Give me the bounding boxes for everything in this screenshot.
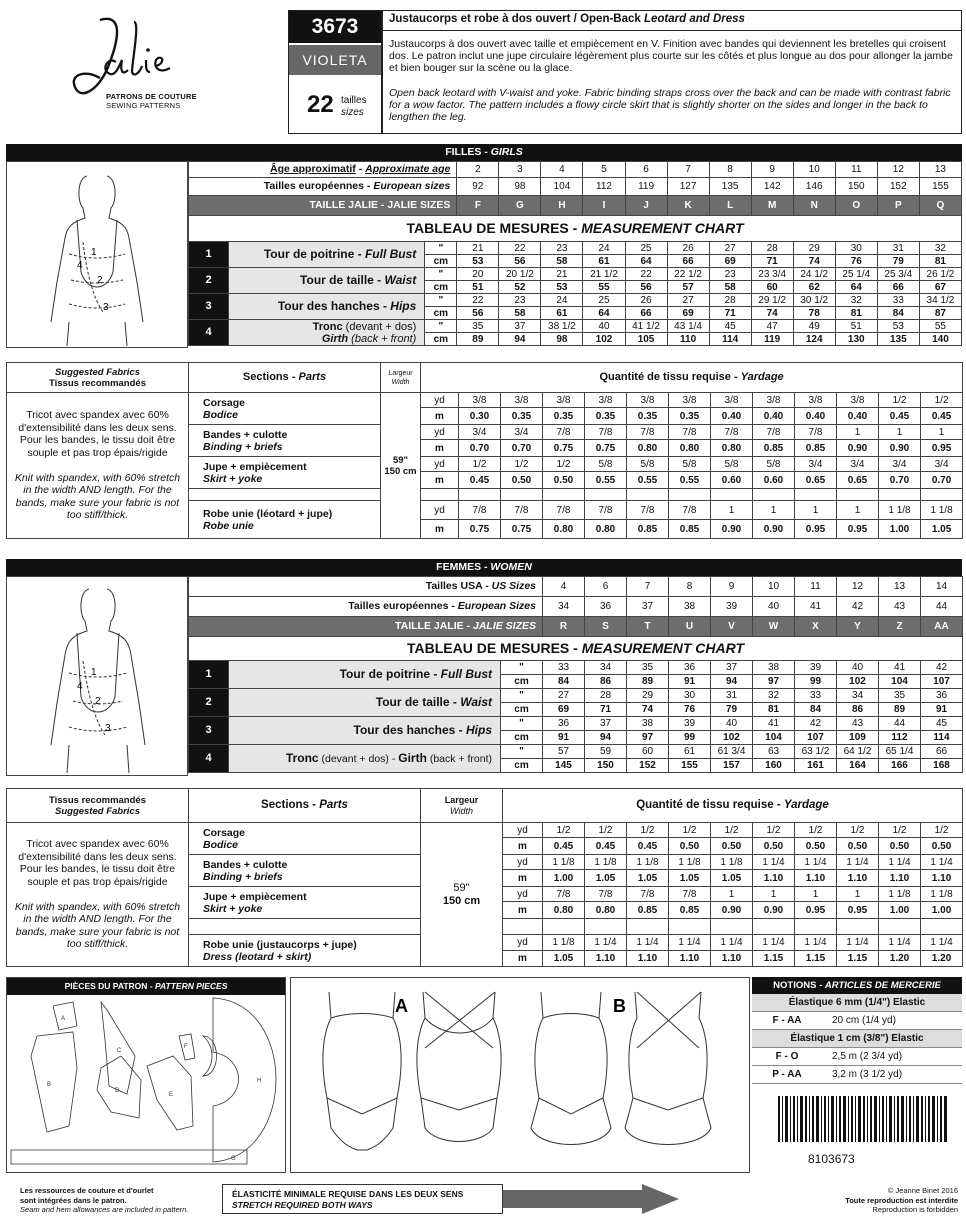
girls-fabric-note: Tricot avec spandex avec 60% d'extensibilité dans les deux sens. Pour les bandes, le tissu doit être souple et pas trop épais/rigide Knit with spandex, with 60% stretch in the width AND length. For the bands, make sure your fabric is not too stiff/thick. [7, 393, 189, 539]
figure-label: 4 [77, 681, 83, 692]
women-size-table [188, 576, 963, 661]
notion-row: P - AA 3,2 m (3 1/2 yd) [752, 1066, 962, 1084]
barcode-number: 8103673 [808, 1152, 855, 1166]
stretch-required-text: ÉLASTICITÉ MINIMALE REQUISE DANS LES DEUX SENS STRETCH REQUIRED BOTH WAYS [232, 1189, 464, 1210]
pattern-title: Justaucorps et robe à dos ouvert / Open-Back Leotard and Dress [389, 13, 745, 25]
view-label-b: B [613, 996, 626, 1016]
figure-label: 2 [95, 696, 101, 707]
girls-size-table [188, 161, 962, 242]
description-fr: Justaucorps à dos ouvert avec taille et empiècement en V. Finition avec bandes qui deviennent les bretelles qui croisent dos. Le patron inclut une jupe circulaire légèrement plus courte sur les côtés et plus longue au dos pour allonger la jambe et bien bouger sur la scène ou la glace. [389, 38, 953, 74]
notions-panel [752, 977, 962, 1084]
figure-label: 3 [103, 302, 109, 313]
notion-row: F - AA 20 cm (1/4 yd) [752, 1012, 962, 1030]
body-measure-illustration [7, 577, 187, 775]
girls-yardage-table: Suggested Fabrics Tissus recommandés Sections - Parts Largeur Width Quantité de tissu requise - Yardage Tricot avec spandex avec 60% d'extensibilité dans les deux sens. Pour les bandes, le tissu doit être souple et pas trop épais/rigide Knit with spandex, with 60% stretch in the width AND length. For the bands, make sure your fabric is not too stiff/thick. Corsage Bodice 59" 150 cm yd 3/8 3/8 3/8 3/8 3/8 3/8 3/8 3/8 3/8 3/8 1/2 1/2 m 0.30 0.35 0.35 0.35 0.35 0.35 0.40 0.40 0.40 0.40 0.45 0.45 Bandes + culotte Binding + briefs yd 3/4 3/4 7/8 7/8 7/8 7/8 7/8 7/8 7/8 1 1 1 m 0.70 0.70 0.75 0.75 0.80 0.80 0.80 0.85 0.85 0.90 0.90 0.95 Jupe + empiècement Skirt + yoke yd 1/2 1/2 1/2 5/8 5/8 5/8 5/8 5/8 3/4 3/4 3/4 3/4 m 0.45 0.50 0.50 0.55 0.55 0.55 0.60 0.60 0.65 0.65 0.70 0.70 Robe unie (léotard + jupe) Robe unie yd 7/8 7/8 7/8 7/8 7/8 7/8 1 1 1 1 1 1/8 1 1/8 m 0.75 0.75 0.80 0.80 0.85 0.85 0.90 0.90 0.95 0.95 1.00 1.05 [6, 362, 963, 539]
leotard-dress-drawings [291, 978, 749, 1172]
logo-subtitle: PATRONS DE COUTURE SEWING PATTERNS [106, 92, 197, 110]
age-row: Âge approximatif - Approximate age 2 3 4 5 6 7 8 9 10 11 12 13 [189, 162, 962, 178]
pattern-piece-label: B [47, 1082, 52, 1088]
part-dress: Robe unie (léotard + jupe) Robe unie [189, 501, 381, 539]
copyright: © Jeanne Binet 2016 Toute reproduction est interdite Reproduction is forbidden [845, 1186, 958, 1214]
women-section-bar: FEMMES - WOMEN [6, 559, 962, 576]
figure-label: 4 [77, 260, 83, 271]
jalie-size-row: TAILLE JALIE - JALIE SIZES F G H I J K L M N O P Q [189, 196, 962, 216]
part-bodice: Corsage Bodice [189, 393, 381, 425]
notions-title: NOTIONS - ARTICLES DE MERCERIE [752, 977, 962, 994]
pattern-piece-label: A [61, 1016, 66, 1022]
description-en: Open back leotard with V-waist and yoke. Fabric binding straps cross over the back and can be made with contrast fabric for a wow factor. The pattern includes a flowy circle skirt that is slightly shorter on the sides and longer in the back to lengthen the leg. [389, 87, 951, 123]
pattern-piece-label: D [115, 1088, 120, 1094]
part-binding: Bandes + culotte Binding + briefs [189, 855, 421, 887]
pattern-name: VIOLETA [289, 45, 381, 75]
us-size-row: Tailles USA - US Sizes 4 6 7 8 9 10 11 12 13 14 [189, 577, 963, 597]
pattern-pieces-diagram [7, 996, 285, 1172]
seam-allowance-note: Les ressources de couture et d'ourlet sont intégrées dans le patron. Seam and hem allowances are included in pattern. [20, 1186, 189, 1214]
pattern-piece-label: C [117, 1048, 122, 1054]
girls-body-figure [6, 161, 188, 348]
pattern-pieces-title: PIÈCES DU PATRON - PATTERN PIECES [7, 978, 285, 995]
pattern-number: 3673 [289, 11, 381, 43]
part-bodice: Corsage Bodice [189, 823, 421, 855]
garment-illustrations [290, 977, 750, 1173]
notion-row: F - O 2,5 m (2 3/4 yd) [752, 1048, 962, 1066]
pattern-header [288, 10, 962, 134]
figure-label: 1 [91, 667, 97, 678]
measurement-chart-title: TABLEAU DE MESURES - MEASUREMENT CHART [189, 216, 962, 242]
pattern-piece-label: E [169, 1092, 174, 1098]
elastic-6mm-heading: Élastique 6 mm (1/4") Elastic [752, 994, 962, 1012]
body-measure-illustration [7, 162, 187, 347]
girls-measurement-table: 1 Tour de poitrine - Full Bust " 21 22 23 24 25 26 27 28 29 30 31 32 cm 53 56 58 61 64 66 69 71 74 76 79 81 2 Tour de taille - Waist " 20 20 1/2 21 21 1/2 22 22 1/2 23 23 3/4 24 1/2 25 1/4 25 3/4 26 1/2 cm 51 52 53 55 56 57 58 60 62 64 66 67 3 Tour des hanches - Hips " 22 23 24 25 26 27 28 29 1/2 30 1/2 32 33 34 1/2 cm 56 58 61 64 66 69 71 74 78 81 84 87 4 Tronc (devant + dos) Girth (back + front) " 35 37 38 1/2 40 41 1/2 43 1/4 45 47 49 51 53 55 cm 89 94 98 102 105 110 114 119 124 130 135 140 [188, 241, 962, 346]
pattern-piece-label: H [257, 1078, 262, 1084]
eu-size-row: Tailles européennes - European Sizes 34 36 37 38 39 40 41 42 43 44 [189, 597, 963, 617]
figure-label: 1 [91, 247, 97, 258]
elastic-1cm-heading: Élastique 1 cm (3/8") Elastic [752, 1030, 962, 1048]
eu-size-row: Tailles européennes - European sizes 92 98 104 112 119 127 135 142 146 150 152 155 [189, 178, 962, 196]
women-yardage-table: Tissus recommandés Suggested Fabrics Sections - Parts Largeur Width Quantité de tissu requise - Yardage Tricot avec spandex avec 60% d'extensibilité dans les deux sens. Pour les bandes, le tissu doit être souple et pas trop épais/rigide Knit with spandex, with 60% stretch in the width AND length. For the bands, make sure your fabric is not too stiff/thick. Corsage Bodice 59" 150 cm yd 1/2 1/2 1/2 1/2 1/2 1/2 1/2 1/2 1/2 1/2 m 0.45 0.45 0.45 0.50 0.50 0.50 0.50 0.50 0.50 0.50 Bandes + culotte Binding + briefs yd 1 1/8 1 1/8 1 1/8 1 1/8 1 1/8 1 1/4 1 1/4 1 1/4 1 1/4 1 1/4 m 1.00 1.05 1.05 1.05 1.05 1.10 1.10 1.10 1.10 1.10 Jupe + empiècement Skirt + yoke yd 7/8 7/8 7/8 7/8 1 1 1 1 1 1/8 1 1/8 m 0.80 0.80 0.85 0.85 0.90 0.90 0.95 0.95 1.00 1.00 Robe unie (justaucorps + jupe) Dress (leotard + skirt) yd 1 1/8 1 1/4 1 1/4 1 1/4 1 1/4 1 1/4 1 1/4 1 1/4 1 1/4 1 1/4 m 1.05 1.10 1.10 1.10 1.10 1.15 1.15 1.15 1.20 1.20 [6, 788, 963, 967]
figure-label: 2 [97, 275, 103, 286]
part-dress: Robe unie (justaucorps + jupe) Dress (leotard + skirt) [189, 935, 421, 967]
jalie-size-row: TAILLE JALIE - JALIE SIZES R S T U V W X Y Z AA [189, 617, 963, 637]
pattern-pieces-box [6, 977, 286, 1173]
women-body-figure [6, 576, 188, 776]
view-label-a: A [395, 996, 408, 1016]
women-measurement-table: 1 Tour de poitrine - Full Bust " 33 34 35 36 37 38 39 40 41 42 cm 84 86 89 91 94 97 99 102 104 107 2 Tour de taille - Waist " 27 28 29 30 31 32 33 34 35 36 cm 69 71 74 76 79 81 84 86 89 91 3 Tour des hanches - Hips " 36 37 38 39 40 41 42 43 44 45 cm 91 94 97 99 102 104 107 109 112 114 4 Tronc (devant + dos) - Girth (back + front) " 57 59 60 61 61 3/4 63 63 1/2 64 1/2 65 1/4 66 cm 145 150 152 155 157 160 161 164 166 168 [188, 660, 963, 773]
girls-section-bar: FILLES - GIRLS [6, 144, 962, 161]
measurement-chart-title: TABLEAU DE MESURES - MEASUREMENT CHART [189, 637, 963, 661]
part-skirt: Jupe + empiècement Skirt + yoke [189, 457, 381, 489]
part-binding: Bandes + culotte Binding + briefs [189, 425, 381, 457]
women-fabric-note: Tricot avec spandex avec 60% d'extensibilité dans les deux sens. Pour les bandes, le tissu doit être souple et pas trop épais/rigide Knit with spandex, with 60% stretch in the width AND length. For the bands, make sure your fabric is not too stiff/thick. [7, 823, 189, 967]
barcode [778, 1096, 948, 1142]
sizes-count: 22 tailles sizes [307, 91, 367, 118]
part-skirt: Jupe + empiècement Skirt + yoke [189, 887, 421, 919]
pattern-piece-label: F [184, 1044, 188, 1050]
pattern-piece-label: G [231, 1156, 236, 1162]
figure-label: 3 [105, 723, 111, 734]
